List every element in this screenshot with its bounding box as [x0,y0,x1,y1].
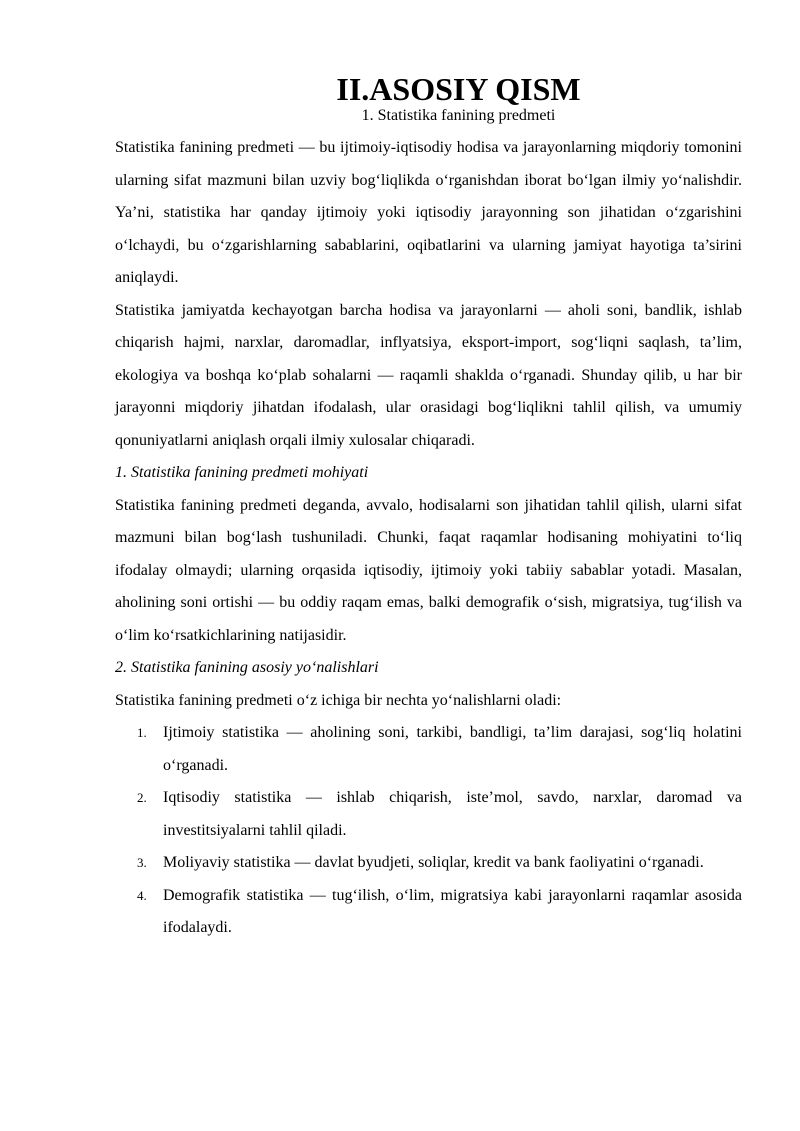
section-title: 1. Statistika fanining predmeti [361,107,556,124]
directions-list [115,717,742,945]
list-item-text: Moliyaviy statistika — davlat byudjeti, soliqlar, kredit va bank faoliyatini o‘rganadi. [163,854,704,871]
intro-paragraph-1: Statistika fanining predmeti — bu ijtimoiy-iqtisodiy hodisa va jarayonlarning miqdoriy tomonini ularning sifat mazmuni bilan uzviy bog‘liqlikda o‘rganishdan iborat bo‘lgan ilmiy yo‘nalishdir. Ya’ni, statistika har qanday ijtimoiy yoki iqtisodiy jarayonning son jihatidan o‘zgarishini o‘lchaydi, bu o‘zgarishlarning sabablarini, oqibatlarini va ularning jamiyat hayotiga ta’sirini aniqlaydi. [115,139,742,286]
subsection-2-intro: Statistika fanining predmeti o‘z ichiga bir nechta yo‘nalishlarni oladi: [115,691,562,709]
list-item-number: 3. [137,855,147,870]
list-item [115,782,742,847]
list-item-number: 4. [137,887,147,903]
list-item [115,717,742,782]
list-item [115,847,742,880]
list-item-text: Demografik statistika — tug‘ilish, o‘lim, migratsiya kabi jarayonlarni raqamlar asosida ifodalaydi. [163,886,742,936]
chapter-title: II.ASOSIY QISM [336,71,581,107]
list-item-text: Iqtisodiy statistika — ishlab chiqarish, iste’mol, savdo, narxlar, daromad va investitsiyalarni tahlil qiladi. [163,789,742,839]
list-item [115,880,742,945]
subsection-2-heading: 2. Statistika fanining asosiy yo‘nalishlari [115,659,379,676]
list-item-text: Ijtimoiy statistika — aholining soni, tarkibi, bandligi, ta’lim darajasi, sog‘liq holatini o‘rganadi. [163,724,742,774]
list-item-number: 1. [137,725,147,740]
subsection-1-paragraph: Statistika fanining predmeti deganda, avvalo, hodisalarni son jihatidan tahlil qilish, ularni sifat mazmuni bilan bog‘lash tushuniladi. Chunki, faqat raqamlar hodisaning mohiyatini to‘liq ifodalay olmaydi; ularning orqasida iqtisodiy, ijtimoiy yoki tabiiy sabablar yotadi. Masalan, aholining soni ortishi — bu oddiy raqam emas, balki demografik o‘sish, migratsiya, tug‘ilish va o‘lim ko‘rsatkichlarining natijasidir. [115,496,742,644]
subsection-1-heading: 1. Statistika fanining predmeti mohiyati [115,464,369,481]
list-item-number: 2. [137,790,147,805]
intro-paragraph-2: Statistika jamiyatda kechayotgan barcha hodisa va jarayonlarni — aholi soni, bandlik, ishlab chiqarish hajmi, narxlar, daromadlar, inflyatsiya, eksport-import, sog‘liqni saqlash, ta’lim, ekologiya va boshqa ko‘plab sohalarni — raqamli shaklda o‘rganadi. Shunday qilib, u har bir jarayonni miqdoriy jihatdan ifodalash, ular orasidagi bog‘liqlikni tahlil qilish, va umumiy qonuniyatlarni aniqlash orqali ilmiy xulosalar chiqaradi. [115,301,742,449]
document-page [115,71,742,945]
